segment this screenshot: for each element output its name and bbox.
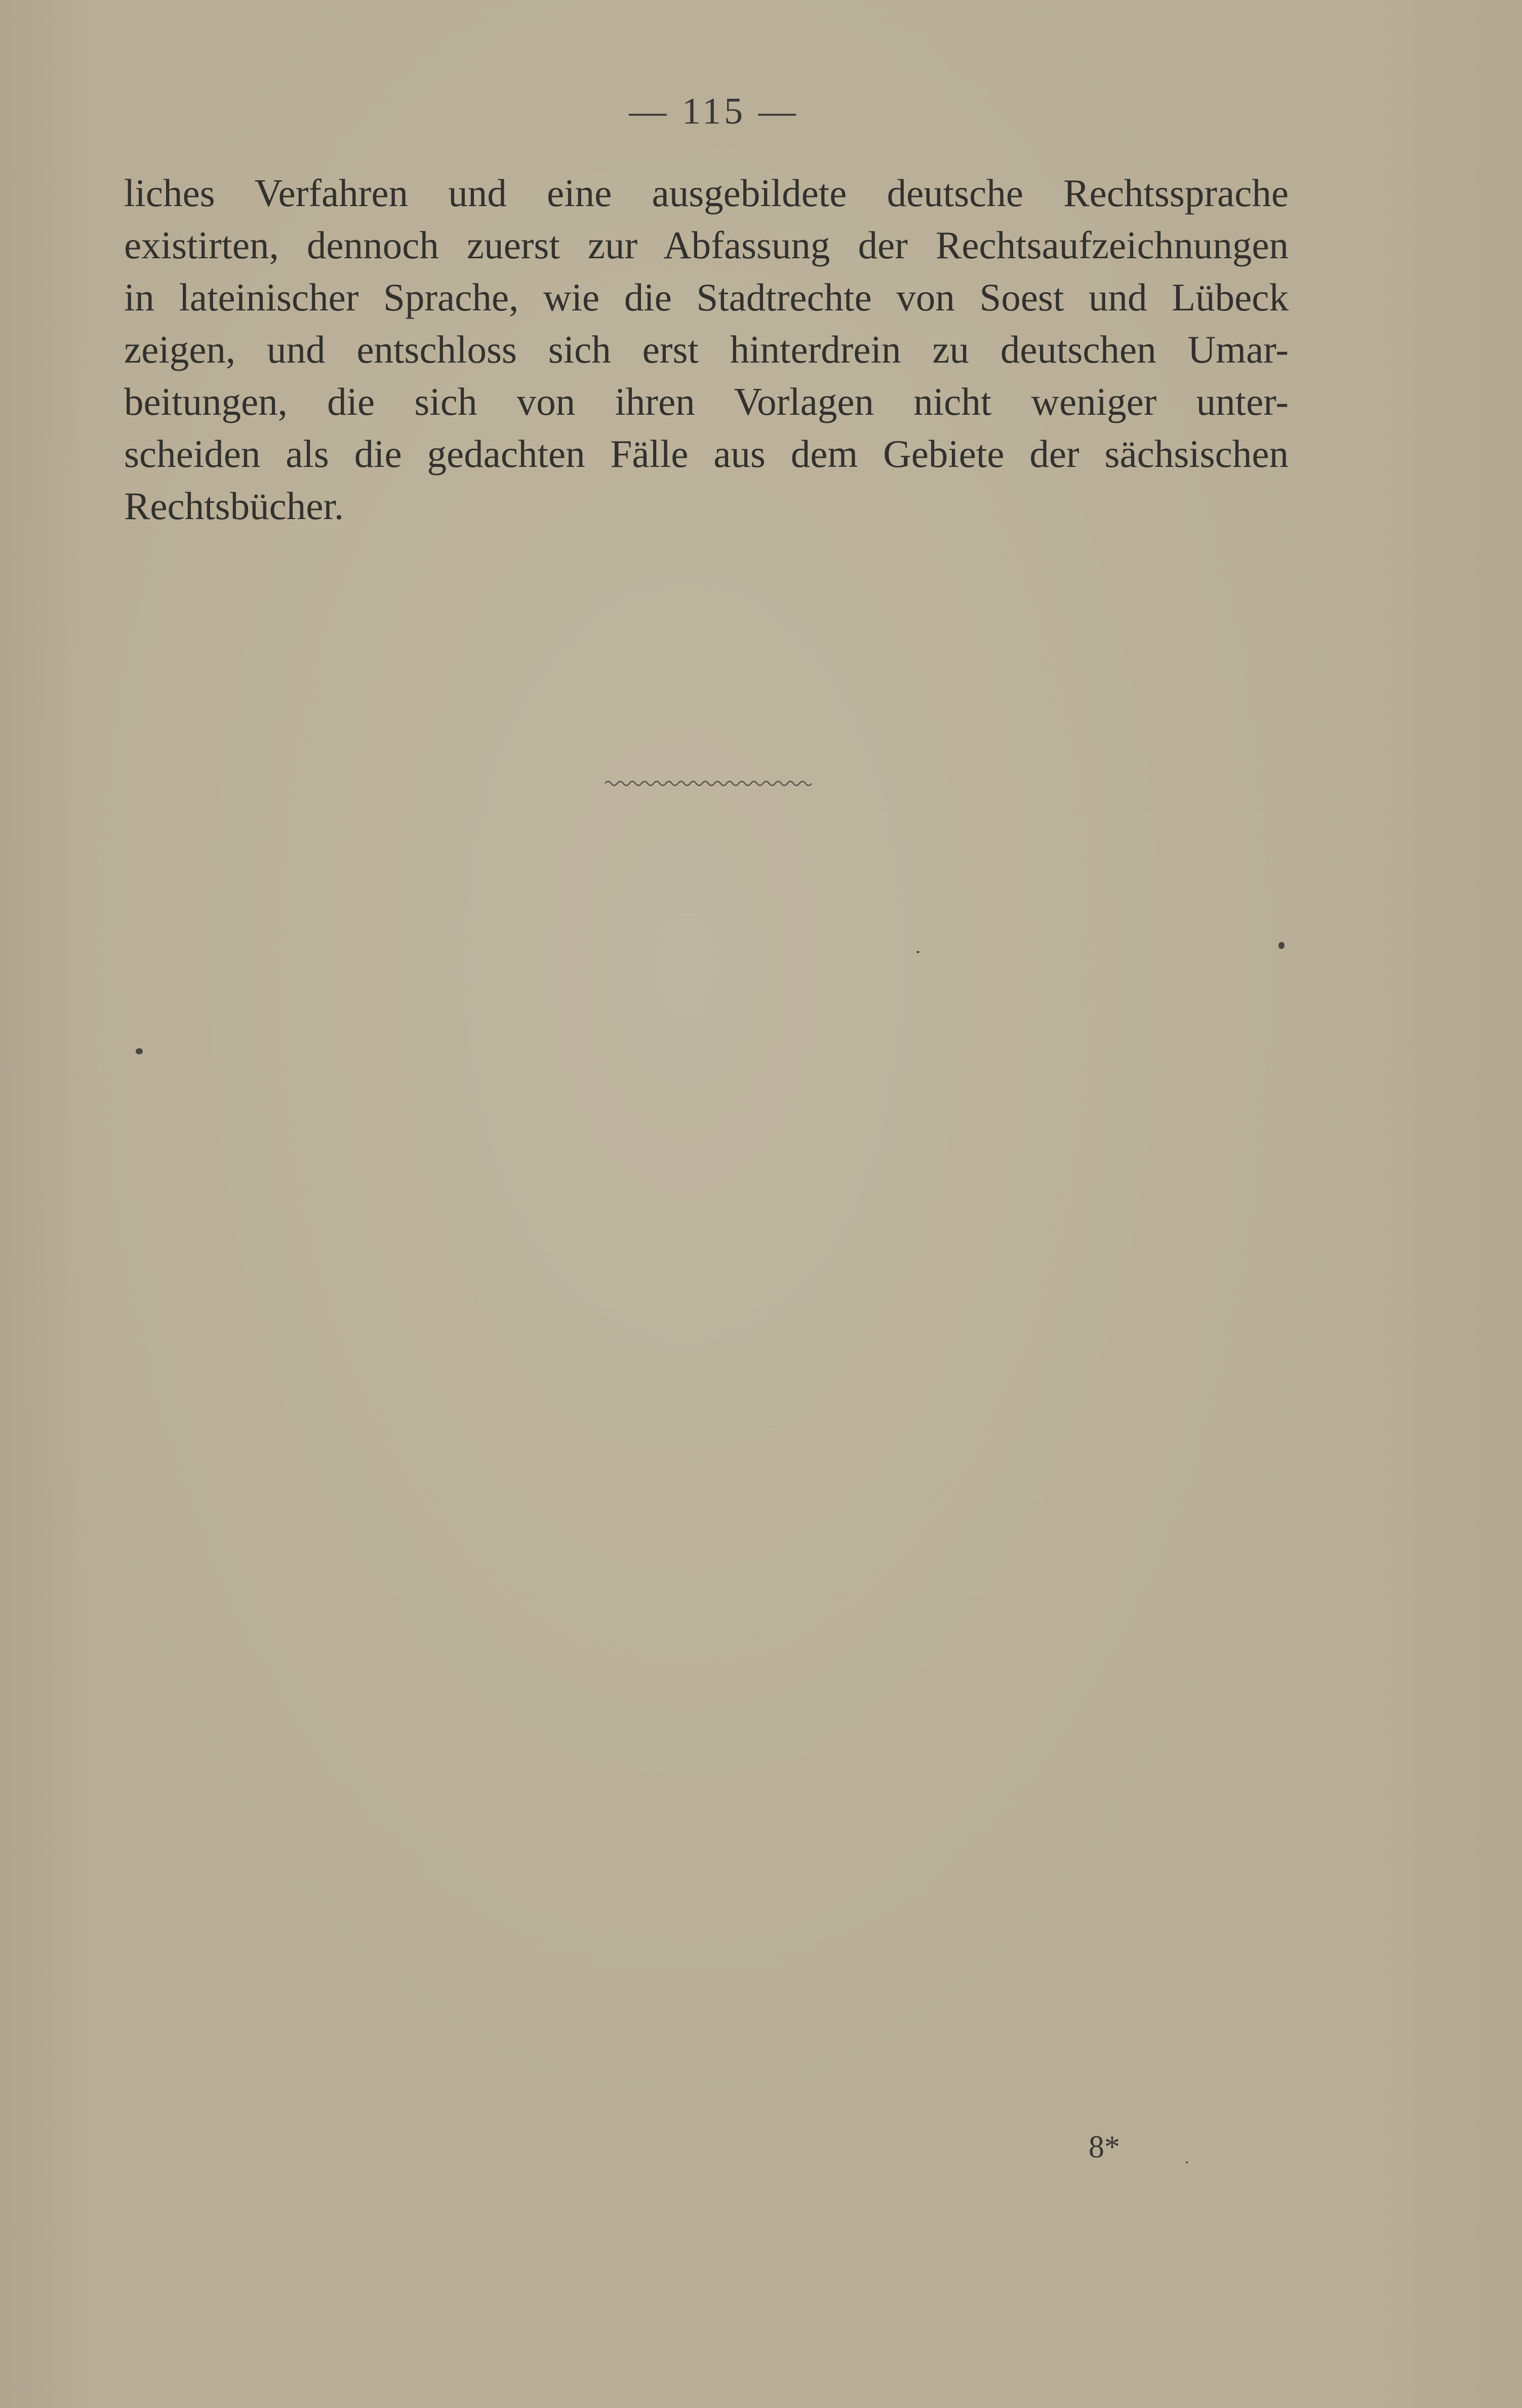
text-line: existirten, dennoch zuerst zur Abfassung der Rechtsaufzeichnungen — [124, 223, 1289, 267]
signature-mark: 8* — [1089, 2130, 1120, 2164]
text-line: Rechtsbücher. — [124, 484, 344, 528]
paper-speck — [916, 951, 919, 953]
text-line: liches Verfahren und eine ausgebildete deutsche Rechtssprache — [124, 171, 1289, 215]
text-line: zeigen, und entschloss sich erst hinterdrein zu deutschen Umar- — [124, 328, 1289, 371]
paper-speck — [136, 1048, 143, 1054]
wavy-line-ornament — [605, 777, 813, 789]
page-number: — 115 — — [629, 91, 799, 132]
paper-speck — [1186, 2161, 1188, 2163]
text-line: beitungen, die sich von ihren Vorlagen nicht weniger unter- — [124, 380, 1289, 423]
text-line: scheiden als die gedachten Fälle aus dem Gebiete der sächsischen — [124, 432, 1289, 476]
paper-speck — [1278, 942, 1285, 949]
text-line: in lateinischer Sprache, wie die Stadtrechte von Soest und Lübeck — [124, 275, 1289, 319]
body-paragraph — [124, 167, 1289, 532]
